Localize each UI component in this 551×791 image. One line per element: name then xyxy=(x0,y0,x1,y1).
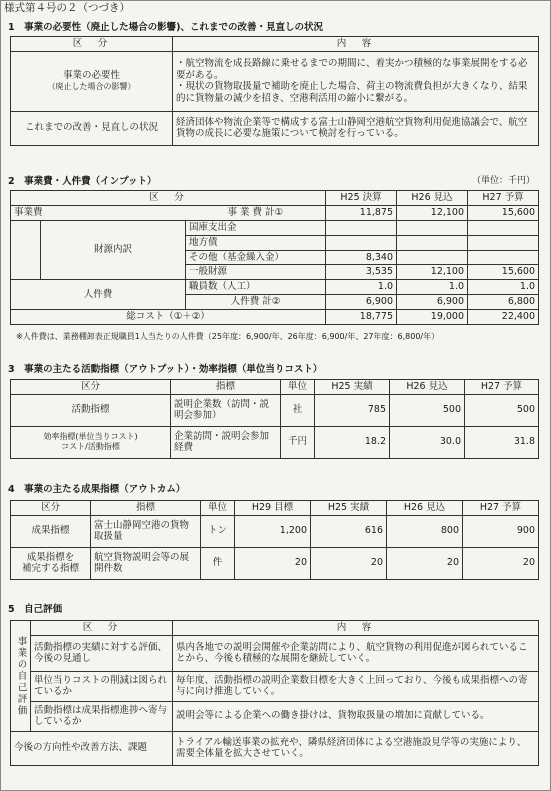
s2-shokuin-y1: 1.0 xyxy=(326,280,397,295)
s2-total-y1: 18,775 xyxy=(326,310,397,325)
s2-chihosai-label: 地方債 xyxy=(186,235,326,250)
s2-sonota-y2 xyxy=(397,250,468,265)
s3-row2-y2: 30.0 xyxy=(390,426,465,458)
s5-row4-content: トライアル輸送事業の拡充や、隣県経済団体による空港施設見学等の実施により、需要全体量を拡大させていく。 xyxy=(173,731,539,765)
section-4-title: 4 事業の主たる成果指標（アウトカム） xyxy=(8,484,186,495)
s3-row2-y3: 31.8 xyxy=(465,426,539,458)
s5-row2-content: 毎年度、活動指標の説明企業数目標を大きく上回っており、今後も成果指標への寄与に向け推進していく。 xyxy=(173,671,539,701)
s1-header-kubun: 区 分 xyxy=(11,37,173,52)
s4-header-y3: H27 予算 xyxy=(463,501,539,516)
section-5-title: 5 自己評価 xyxy=(8,604,63,615)
s3-row2-tani: 千円 xyxy=(281,426,315,458)
s2-jigyohi-total-label: 事 業 費 計① xyxy=(186,205,326,220)
s2-jinkenhi-total-y1: 6,900 xyxy=(326,295,397,310)
s2-header-kubun: 区 分 xyxy=(11,191,326,206)
s2-jinkenhi-total-y3: 6,800 xyxy=(468,295,539,310)
s4-header-tani: 単位 xyxy=(201,501,235,516)
s4-row2-tani: 件 xyxy=(201,547,235,579)
s3-row1-tani: 社 xyxy=(281,394,315,426)
form-header: 様式第４号の２（つづき） xyxy=(4,2,130,14)
section-3-table xyxy=(10,379,539,459)
s2-ippan-y3: 15,600 xyxy=(468,265,539,280)
section-3-title: 3 事業の主たる活動指標（アウトプット）・効率指標（単位当りコスト） xyxy=(8,364,323,375)
s2-sonota-label: その他（基金繰入金） xyxy=(186,250,326,265)
section-2-title: 2 事業費・人件費（インプット） xyxy=(8,176,157,187)
s3-row2-label xyxy=(11,426,171,458)
s4-row1-goal: 1,200 xyxy=(235,515,311,547)
s2-chihosai-y1 xyxy=(326,235,397,250)
s3-header-tani: 単位 xyxy=(281,380,315,395)
s3-row1-y3: 500 xyxy=(465,394,539,426)
s4-row2-label-line1: 成果指標を xyxy=(26,551,75,563)
s3-header-y3: H27 予算 xyxy=(465,380,539,395)
s3-header-kubun: 区分 xyxy=(11,380,171,395)
s2-note: ※人件費は、業務棚卸表正規職員1人当たりの人件費（25年度：6,900/年、26年度：6,900/年、27年度：6,800/年） xyxy=(16,332,440,341)
s4-header-kubun: 区分 xyxy=(11,501,91,516)
s5-row2-label: 単位当りコストの削減は図られているか xyxy=(31,671,173,701)
s2-ippan-label: 一般財源 xyxy=(186,265,326,280)
s4-header-y1: H25 実績 xyxy=(311,501,387,516)
s5-header-naiyo: 内 容 xyxy=(173,621,539,636)
s2-kokko-y1 xyxy=(326,220,397,235)
s2-total-y3: 22,400 xyxy=(468,310,539,325)
s4-row2-goal: 20 xyxy=(235,547,311,579)
s1-row2-label: これまでの改善・見直しの状況 xyxy=(11,111,173,145)
s2-total-y2: 19,000 xyxy=(397,310,468,325)
s2-header-y3: H27 予算 xyxy=(468,191,539,206)
s5-row1-content: 県内各地での説明会開催や企業訪問により、航空貨物の利用促進が図られていることから、今後も積極的な展開を継続していく。 xyxy=(173,635,539,671)
s2-header-y2: H26 見込 xyxy=(397,191,468,206)
s2-jigyohi-total-y3: 15,600 xyxy=(468,205,539,220)
s2-kokko-label: 国庫支出金 xyxy=(186,220,326,235)
s3-row1-y2: 500 xyxy=(390,394,465,426)
s2-total-label: 総コスト（①＋②） xyxy=(11,310,326,325)
section-4-table xyxy=(10,500,539,580)
s2-chihosai-y2 xyxy=(397,235,468,250)
s2-shokuin-y3: 1.0 xyxy=(468,280,539,295)
s3-row2-label-line2: コスト/活動指標 xyxy=(61,442,120,452)
s4-row2-shihyo: 航空貨物説明会等の展開件数 xyxy=(91,547,201,579)
s4-row1-label: 成果指標 xyxy=(11,515,91,547)
s3-row2-label-line1: 効率指標(単位当りコスト) xyxy=(43,432,138,442)
s3-header-shihyo: 指標 xyxy=(171,380,281,395)
s3-row2-shihyo: 企業訪問・説明会参加経費 xyxy=(171,426,281,458)
s2-jinkenhi-total-y2: 6,900 xyxy=(397,295,468,310)
s4-header-y2: H26 見込 xyxy=(387,501,463,516)
section-5-table xyxy=(10,620,539,766)
s4-row1-y3: 900 xyxy=(463,515,539,547)
s2-ippan-y1: 3,535 xyxy=(326,265,397,280)
s4-row2-y3: 20 xyxy=(463,547,539,579)
s2-jigyohi-total-y1: 11,875 xyxy=(326,205,397,220)
s4-row1-y2: 800 xyxy=(387,515,463,547)
s4-row2-label xyxy=(11,547,91,579)
s4-row2-y1: 20 xyxy=(311,547,387,579)
s2-spacer xyxy=(11,220,41,280)
section-1-title: 1 事業の必要性（廃止した場合の影響)、これまでの改善・見直しの状況 xyxy=(8,22,323,33)
s5-side-label: 事業の自己評価 xyxy=(11,621,31,732)
section-1-table xyxy=(10,36,539,146)
s1-row2-content: 経済団体や物流企業等で構成する富士山静岡空港航空貨物利用促進協議会で、航空貨物の成長に必要な施策について検討を行っている。 xyxy=(173,111,539,145)
s5-row1-label: 活動指標の実績に対する評価、今後の見通し xyxy=(31,635,173,671)
s5-row3-content: 説明会等による企業への働き掛けは、貨物取扱量の増加に貢献している。 xyxy=(173,701,539,731)
s1-row1-label-line1: 事業の必要性 xyxy=(62,70,120,82)
s3-row2-y1: 18.2 xyxy=(315,426,390,458)
s4-row2-y2: 20 xyxy=(387,547,463,579)
s2-jinkenhi-total-label: 人件費 計② xyxy=(186,295,326,310)
s2-sonota-y1: 8,340 xyxy=(326,250,397,265)
s4-row1-shihyo: 富士山静岡空港の貨物取扱量 xyxy=(91,515,201,547)
s3-header-y2: H26 見込 xyxy=(390,380,465,395)
s2-kokko-y2 xyxy=(397,220,468,235)
s4-row1-y1: 616 xyxy=(311,515,387,547)
s1-row1-label-line2: （廃止した場合の影響） xyxy=(47,82,136,92)
s2-zaigen-label: 財源内訳 xyxy=(41,220,186,280)
s4-header-shihyo: 指標 xyxy=(91,501,201,516)
s2-chihosai-y3 xyxy=(468,235,539,250)
s4-header-goal: H29 目標 xyxy=(235,501,311,516)
s1-header-naiyo: 内 容 xyxy=(173,37,539,52)
s2-kokko-y3 xyxy=(468,220,539,235)
s3-row1-y1: 785 xyxy=(315,394,390,426)
s2-sonota-y3 xyxy=(468,250,539,265)
s2-header-y1: H25 決算 xyxy=(326,191,397,206)
s3-header-y1: H25 実績 xyxy=(315,380,390,395)
s5-row4-label: 今後の方向性や改善方法、課題 xyxy=(11,731,173,765)
section-2-table xyxy=(10,190,539,325)
s1-row1-content xyxy=(173,51,539,111)
s4-row2-label-line2: 補完する指標 xyxy=(21,563,79,575)
s5-header-kubun: 区 分 xyxy=(31,621,173,636)
section-2-unit: （単位：千円） xyxy=(471,176,535,186)
s5-row3-label: 活動指標は成果指標進捗へ寄与しているか xyxy=(31,701,173,731)
s4-row1-tani: トン xyxy=(201,515,235,547)
s2-ippan-y2: 12,100 xyxy=(397,265,468,280)
s3-row1-shihyo: 説明企業数（訪問・説明会参加） xyxy=(171,394,281,426)
s2-jigyohi-total-y2: 12,100 xyxy=(397,205,468,220)
s1-row1-bullet-1: ・航空物流を成長路線に乗せるまでの期間に、着実かつ積極的な事業展開をする必要がある。 xyxy=(176,57,528,81)
s2-jinkenhi-label: 人件費 xyxy=(11,280,186,310)
s1-row1-bullet-2: ・現状の貨物取扱量で補助を廃止した場合、荷主の物流費負担が大きくなり、結果的に貨物量の減少を招き、空港利活用の縮小に繋がる。 xyxy=(176,81,528,105)
s3-row1-label: 活動指標 xyxy=(11,394,171,426)
s2-jigyohi-label: 事業費 xyxy=(11,205,186,220)
s1-row1-label xyxy=(11,51,173,111)
s2-shokuin-label: 職員数（人工） xyxy=(186,280,326,295)
s2-shokuin-y2: 1.0 xyxy=(397,280,468,295)
